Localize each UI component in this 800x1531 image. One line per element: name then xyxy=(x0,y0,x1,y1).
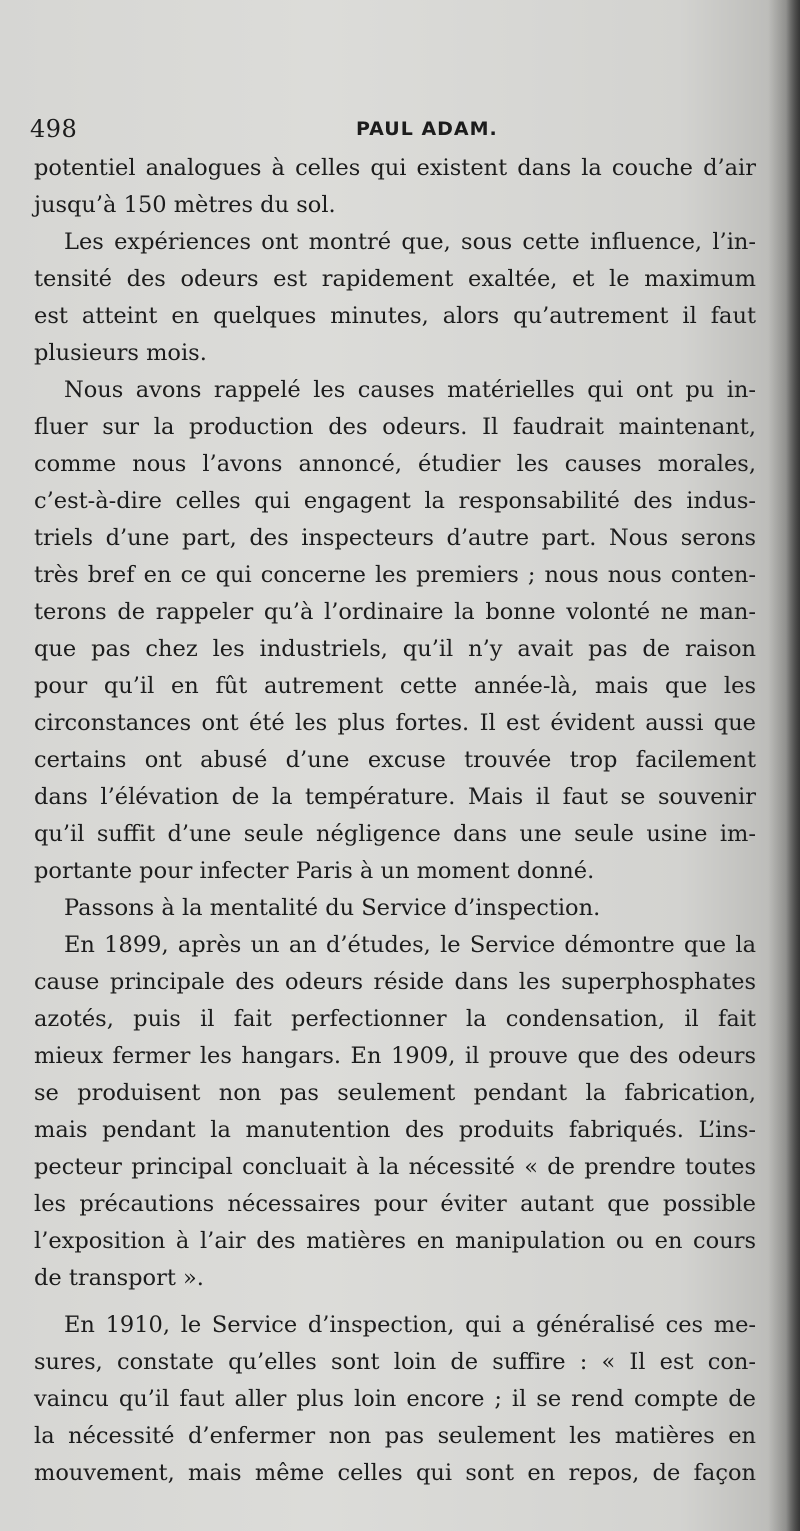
text-line: les précautions nécessaires pour éviter autant que possible xyxy=(34,1191,756,1217)
text-line: pecteur principal concluait à la nécessité « de prendre toutes xyxy=(34,1154,756,1180)
scan-edge-shadow xyxy=(786,0,800,1531)
text-line: En 1899, après un an d’études, le Service démontre que la xyxy=(64,932,756,958)
text-line: azotés, puis il fait perfectionner la condensation, il fait xyxy=(34,1006,756,1032)
text-line: potentiel analogues à celles qui existent dans la couche d’air xyxy=(34,155,756,181)
text-line: l’exposition à l’air des matières en manipulation ou en cours xyxy=(34,1228,756,1254)
text-line: mais pendant la manutention des produits fabriqués. L’ins- xyxy=(34,1117,756,1143)
text-line: que pas chez les industriels, qu’il n’y avait pas de raison xyxy=(34,636,756,662)
text-line: Passons à la mentalité du Service d’inspection. xyxy=(64,895,601,921)
text-line: vaincu qu’il faut aller plus loin encore ; il se rend compte de xyxy=(34,1386,756,1412)
text-line: mouvement, mais même celles qui sont en repos, de façon xyxy=(34,1460,756,1486)
text-line: mieux fermer les hangars. En 1909, il prouve que des odeurs xyxy=(34,1043,756,1069)
text-line: plusieurs mois. xyxy=(34,340,207,366)
page-number: 498 xyxy=(30,115,78,143)
page-header xyxy=(30,115,760,145)
text-line: certains ont abusé d’une excuse trouvée trop facilement xyxy=(34,747,756,773)
text-line: fluer sur la production des odeurs. Il faudrait maintenant, xyxy=(34,414,756,440)
text-line: jusqu’à 150 mètres du sol. xyxy=(34,192,336,218)
text-line: En 1910, le Service d’inspection, qui a généralisé ces me- xyxy=(64,1312,756,1338)
text-line: se produisent non pas seulement pendant la fabrication, xyxy=(34,1080,756,1106)
body-text xyxy=(34,150,756,1492)
text-line: tensité des odeurs est rapidement exaltée, et le maximum xyxy=(34,266,756,292)
text-line: très bref en ce qui concerne les premiers ; nous nous conten- xyxy=(34,562,756,588)
paragraph-gap xyxy=(34,1297,756,1307)
text-line: c’est-à-dire celles qui engagent la responsabilité des indus- xyxy=(34,488,756,514)
text-line: est atteint en quelques minutes, alors qu’autrement il faut xyxy=(34,303,756,329)
text-line: Nous avons rappelé les causes matérielles qui ont pu in- xyxy=(64,377,756,403)
text-line: comme nous l’avons annoncé, étudier les causes morales, xyxy=(34,451,756,477)
text-line: sures, constate qu’elles sont loin de suffire : « Il est con- xyxy=(34,1349,756,1375)
running-head: PAUL ADAM. xyxy=(356,118,498,140)
text-line: terons de rappeler qu’à l’ordinaire la bonne volonté ne man- xyxy=(34,599,756,625)
text-line: portante pour infecter Paris à un moment donné. xyxy=(34,858,595,884)
text-line: la nécessité d’enfermer non pas seulement les matières en xyxy=(34,1423,756,1449)
text-line: pour qu’il en fût autrement cette année-là, mais que les xyxy=(34,673,756,699)
text-line: qu’il suffit d’une seule négligence dans une seule usine im- xyxy=(34,821,756,847)
text-line: circonstances ont été les plus fortes. Il est évident aussi que xyxy=(34,710,756,736)
text-line: cause principale des odeurs réside dans les superphosphates xyxy=(34,969,756,995)
text-line: de transport ». xyxy=(34,1265,204,1291)
text-line: Les expériences ont montré que, sous cette influence, l’in- xyxy=(64,229,756,255)
text-line: triels d’une part, des inspecteurs d’autre part. Nous serons xyxy=(34,525,756,551)
text-line: dans l’élévation de la température. Mais il faut se souvenir xyxy=(34,784,756,810)
